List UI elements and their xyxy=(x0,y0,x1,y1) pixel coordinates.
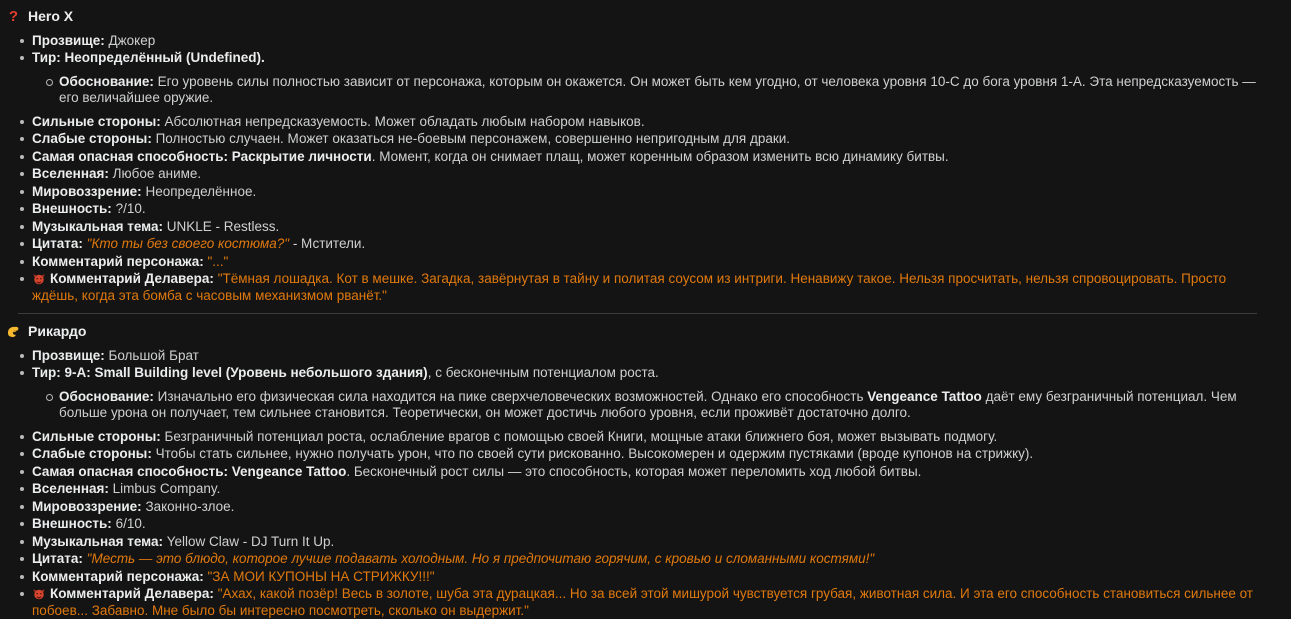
list-item xyxy=(6,149,1271,166)
item-text: ?/10. xyxy=(112,201,146,216)
item-text: Его уровень силы полностью зависит от персонажа, которым он окажется. Он может быть кем угодно, от человека уровня 10-C до бога уровня 1-A. Эта непредсказуемость — его величайшее оружие. xyxy=(59,74,1256,106)
item-label: Прозвище: xyxy=(32,33,105,48)
list-item xyxy=(6,33,1271,50)
item-label: Вселенная: xyxy=(32,166,109,181)
item-text: Большой Брат xyxy=(105,348,199,363)
red-question-mark-icon: ? xyxy=(6,9,21,24)
item-label: Тир: Неопределённый (Undefined). xyxy=(32,50,265,65)
section-title: Hero X xyxy=(28,8,73,25)
item-text: . Бесконечный рост силы — это способность, которая может переломить ход любой битвы. xyxy=(346,464,921,479)
item-label: Тир: 9-A: Small Building level (Уровень небольшого здания) xyxy=(32,365,428,380)
list-item xyxy=(6,446,1271,463)
item-label: Внешность: xyxy=(32,201,112,216)
list-item xyxy=(6,236,1271,253)
item-text: Любое аниме. xyxy=(109,166,201,181)
list-item xyxy=(6,499,1271,516)
devil-face-icon xyxy=(32,271,46,288)
item-text: "Кто ты без своего костюма?" xyxy=(87,236,289,251)
item-label: Слабые стороны: xyxy=(32,446,152,461)
list-item xyxy=(6,348,1271,365)
item-text: Неопределённое. xyxy=(142,184,257,199)
list-item xyxy=(6,365,1271,382)
item-text: "Ахах, какой позёр! Весь в золоте, шуба эта дурацкая... Но за всей этой мишурой чувствуется грубая, животная сила. И эта его способность становиться сильнее от побоев... Забавно. Мне было бы интересно посмотреть, сколько он выдержит." xyxy=(32,586,1253,618)
item-text: "..." xyxy=(208,254,229,269)
item-text: - Мстители. xyxy=(289,236,365,251)
item-text: "Месть — это блюдо, которое лучше подавать холодным. Но я предпочитаю горячим, с кровью и сломанными костями!" xyxy=(87,551,874,566)
section-list xyxy=(6,348,1271,619)
item-text: UNKLE - Restless. xyxy=(163,219,279,234)
item-label: Обоснование: xyxy=(59,74,154,89)
item-label: Прозвище: xyxy=(32,348,105,363)
item-text: Джокер xyxy=(105,33,156,48)
item-label: Внешность: xyxy=(32,516,112,531)
list-item xyxy=(6,586,1271,619)
item-label: Мировоззрение: xyxy=(32,499,142,514)
item-label: Vengeance Tattoo xyxy=(867,389,982,404)
devil-face-icon xyxy=(32,586,46,603)
item-text: , с бесконечным потенциалом роста. xyxy=(428,365,659,380)
list-item xyxy=(6,166,1271,183)
item-label: Самая опасная способность: Раскрытие личности xyxy=(32,149,372,164)
item-text: Полностью случаен. Может оказаться не-боевым персонажем, совершенно непригодным для драки. xyxy=(152,131,790,146)
list-item xyxy=(6,201,1271,218)
item-text: Абсолютная непредсказуемость. Может обладать любым набором навыков. xyxy=(161,114,645,129)
list-item xyxy=(6,516,1271,533)
list-item xyxy=(6,184,1271,201)
list-item xyxy=(6,534,1271,551)
item-label: Слабые стороны: xyxy=(32,131,152,146)
item-label: Сильные стороны: xyxy=(32,429,161,444)
item-label: Цитата: xyxy=(32,236,83,251)
list-item xyxy=(6,429,1271,446)
item-label: Сильные стороны: xyxy=(32,114,161,129)
item-text: "ЗА МОИ КУПОНЫ НА СТРИЖКУ!!!" xyxy=(208,569,435,584)
item-label: Музыкальная тема: xyxy=(32,219,163,234)
list-item xyxy=(6,389,1271,422)
list-item xyxy=(6,254,1271,271)
item-text: даёт ему безграничный потенциал. Чем больше урона он получает, тем сильнее становится. Теоретически, он может достичь любого уровня, если проживёт достаточно долго. xyxy=(59,389,1237,421)
item-label: Цитата: xyxy=(32,551,83,566)
flexed-biceps-icon xyxy=(6,324,21,339)
item-label: Комментарий Делавера: xyxy=(50,586,214,601)
list-item xyxy=(6,219,1271,236)
item-text: Изначально его физическая сила находится на пике сверхчеловеческих возможностей. Однако его способность xyxy=(154,389,867,404)
list-item xyxy=(6,551,1271,568)
item-label: Музыкальная тема: xyxy=(32,534,163,549)
item-label: Вселенная: xyxy=(32,481,109,496)
item-label: Мировоззрение: xyxy=(32,184,142,199)
item-text: 6/10. xyxy=(112,516,146,531)
item-label: Комментарий персонажа: xyxy=(32,569,204,584)
list-item xyxy=(6,131,1271,148)
list-item xyxy=(6,74,1271,107)
section-header xyxy=(6,8,1271,25)
item-text: Законно-злое. xyxy=(142,499,235,514)
section-header xyxy=(6,323,1271,340)
item-label: Комментарий персонажа: xyxy=(32,254,204,269)
item-label: Обоснование: xyxy=(59,389,154,404)
list-item xyxy=(6,569,1271,586)
item-text: "Тёмная лошадка. Кот в мешке. Загадка, завёрнутая в тайну и политая соусом из интриги. Ненавижу такое. Нельзя просчитать, нельзя спровоцировать. Просто ждёшь, когда эта бомба с часовым механизмом рванёт." xyxy=(32,271,1226,303)
section-title: Рикардо xyxy=(28,323,86,340)
list-item xyxy=(6,271,1271,304)
list-item xyxy=(6,114,1271,131)
item-text: . Момент, когда он снимает плащ, может коренным образом изменить всю динамику битвы. xyxy=(372,149,949,164)
item-text: Чтобы стать сильнее, нужно получать урон, что по своей сути рискованно. Высокомерен и одержим пустяками (вроде купонов на стрижку). xyxy=(152,446,1033,461)
list-item xyxy=(6,481,1271,498)
item-label: Самая опасная способность: Vengeance Tattoo xyxy=(32,464,346,479)
item-text: Yellow Claw - DJ Turn It Up. xyxy=(163,534,334,549)
list-item xyxy=(6,50,1271,67)
list-item xyxy=(6,464,1271,481)
item-text: Limbus Company. xyxy=(109,481,221,496)
item-text: Безграничный потенциал роста, ослабление врагов с помощью своей Книги, мощные атаки ближнего боя, может вызывать подмогу. xyxy=(161,429,997,444)
item-label: Комментарий Делавера: xyxy=(50,271,214,286)
section-divider xyxy=(18,313,1257,314)
section-list xyxy=(6,33,1271,305)
